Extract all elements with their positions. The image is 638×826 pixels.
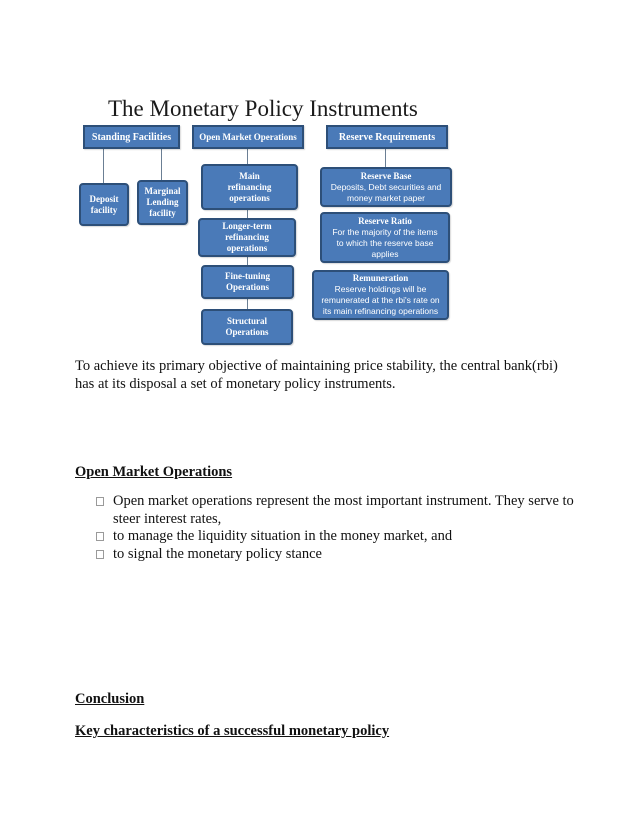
omo-bullet-list	[96, 493, 576, 563]
main-refinancing-box	[201, 164, 298, 210]
longer-term-box	[198, 218, 296, 257]
fine-tuning-label: Fine-tuning Operations	[224, 271, 270, 292]
connector-line	[103, 147, 104, 184]
main-refinancing-label: Main refinancing operations	[227, 170, 272, 203]
open-market-operations-label: Open Market Operations	[199, 131, 297, 142]
fine-tuning-box	[201, 265, 294, 299]
remuneration-title: Remuneration	[352, 273, 409, 283]
reserve-requirements-label: Reserve Requirements	[338, 131, 436, 143]
bullet-box-icon	[96, 550, 104, 559]
connector-line	[247, 147, 248, 165]
connector-line	[161, 147, 162, 184]
connector-line	[385, 147, 386, 168]
bullet-box-icon	[96, 497, 104, 506]
deposit-facility-label: Deposit facility	[89, 193, 119, 215]
remuneration-box	[312, 270, 449, 320]
standing-facilities-box	[83, 125, 180, 149]
instruments-diagram	[0, 0, 638, 350]
page-title: The Monetary Policy Instruments	[108, 96, 418, 121]
remuneration-desc: Reserve holdings will be remunerated at the rbi's rate on its main refinancing operations	[321, 284, 440, 316]
bullet-box-icon	[96, 532, 104, 541]
omo-heading: Open Market Operations	[75, 464, 233, 480]
reserve-ratio-desc: For the majority of the items to which the reserve base applies	[332, 226, 438, 259]
list-item	[96, 528, 576, 546]
list-item	[96, 493, 576, 528]
bullet-text: to signal the monetary policy stance	[113, 545, 322, 562]
bullet-text: Open market operations represent the most important instrument. They serve to steer interest rates,	[113, 493, 574, 527]
deposit-facility-box	[79, 183, 129, 226]
list-item	[96, 546, 576, 564]
reserve-ratio-box	[320, 212, 450, 263]
reserve-requirements-box	[326, 125, 448, 149]
structural-label: Structural Operations	[225, 316, 269, 337]
marginal-lending-box	[137, 180, 188, 225]
bullet-text: to manage the liquidity situation in the money market, and	[113, 528, 453, 544]
longer-term-label: Longer-term refinancing operations	[222, 221, 272, 253]
conclusion-heading: Conclusion	[75, 691, 145, 707]
intro-paragraph: To achieve its primary objective of maintaining price stability, the central bank(rbi) has at its disposal a set of monetary policy instruments.	[75, 358, 558, 392]
standing-facilities-label: Standing Facilities	[91, 131, 172, 143]
structural-box	[201, 309, 293, 345]
reserve-base-desc: Deposits, Debt securities and money market paper	[330, 181, 442, 203]
open-market-operations-box	[192, 125, 304, 149]
key-characteristics-heading: Key characteristics of a successful monetary policy	[75, 723, 390, 739]
reserve-base-title: Reserve Base	[360, 170, 412, 181]
reserve-ratio-title: Reserve Ratio	[358, 215, 412, 226]
reserve-base-box	[320, 167, 452, 207]
marginal-lending-label: Marginal Lending facility	[144, 186, 181, 218]
